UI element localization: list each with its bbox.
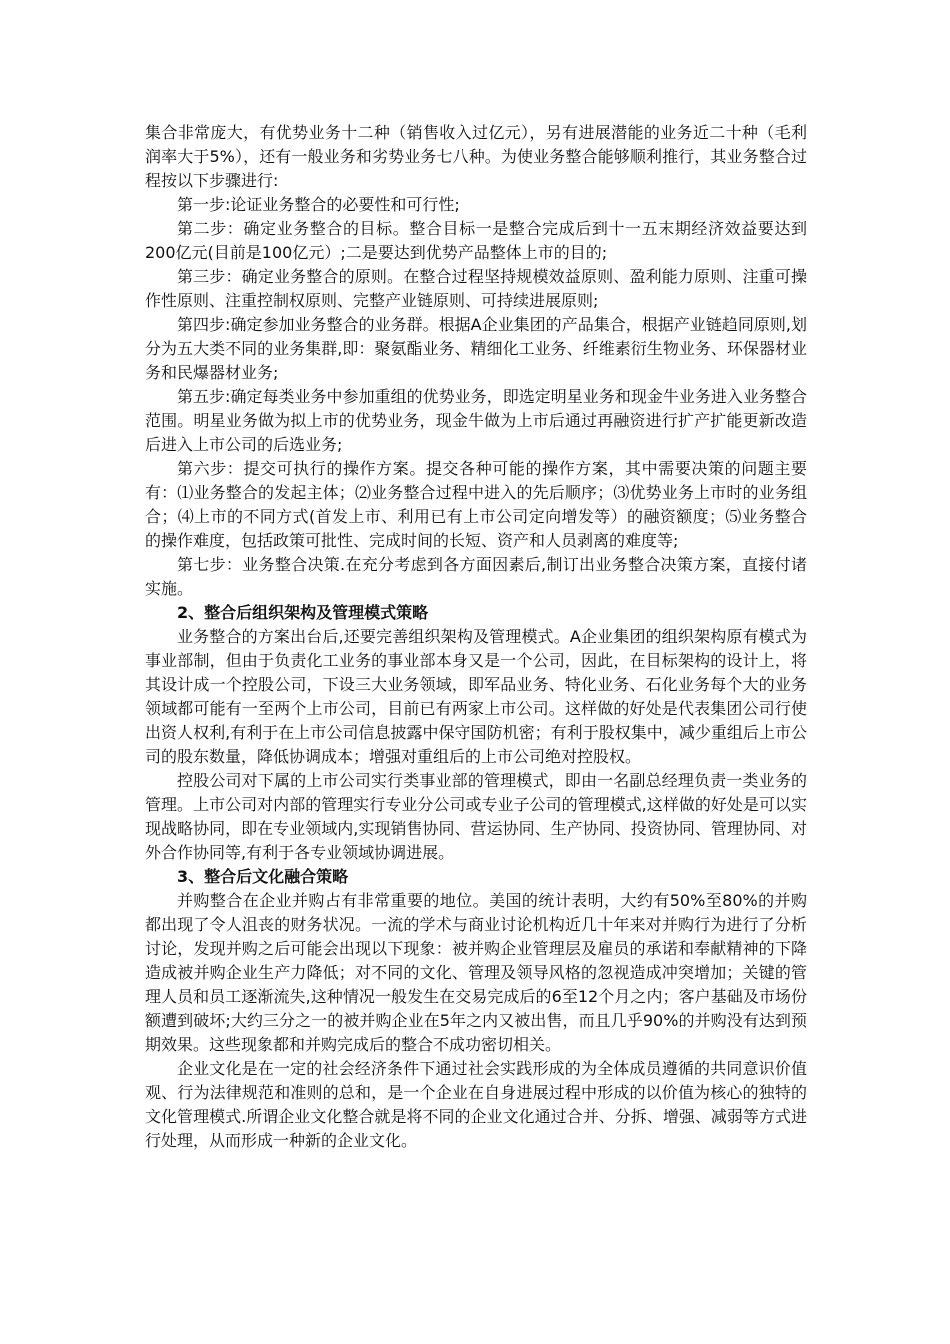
paragraph-step-6: 第六步：提交可执行的操作方案。提交各种可能的操作方案，其中需要决策的问题主要有：⑴业务整合的发起主体；⑵业务整合过程中进入的先后顺序；⑶优势业务上市时的业务组合；⑷上市的不同方式(首发上市、利用已有上市公司定向增发等）的融资额度；⑸业务整合的操作难度，包括政策可批性、完成时间的长短、资产和人员剥离的难度等;: [145, 459, 807, 550]
paragraph-step-2: 第二步：确定业务整合的目标。整合目标一是整合完成后到十一五末期经济效益要达到200亿元(目前是100亿元）;二是要达到优势产品整体上市的目的;: [145, 219, 807, 262]
section-heading-2: 2、整合后组织架构及管理模式策略: [177, 603, 429, 622]
paragraph-step-4: 第四步:确定参加业务整合的业务群。根据A企业集团的产品集合，根据产业链趋同原则,划分为五大类不同的业务集群,即：聚氨酯业务、精细化工业务、纤维素衍生物业务、环保器材业务和民爆器材业务;: [145, 315, 807, 382]
paragraph-corporate-culture: 企业文化是在一定的社会经济条件下通过社会实践形成的为全体成员遵循的共同意识价值观、行为法律规范和准则的总和，是一个企业在自身进展过程中形成的以价值为核心的独特的文化管理模式.所谓企业文化整合就是将不同的企业文化通过合并、分拆、增强、减弱等方式进行处理，从而形成一种新的企业文化。: [145, 1059, 807, 1150]
paragraph-step-5: 第五步:确定每类业务中参加重组的优势业务，即选定明星业务和现金牛业务进入业务整合范围。明星业务做为拟上市的优势业务，现金牛做为上市后通过再融资进行扩产扩能更新改造后进入上市公司的后选业务;: [145, 387, 807, 454]
paragraph-step-1: 第一步:论证业务整合的必要性和可行性;: [177, 195, 460, 214]
paragraph-merger-integration: 并购整合在企业并购占有非常重要的地位。美国的统计表明，大约有50%至80%的并购都出现了令人沮丧的财务状况。一流的学术与商业讨论机构近几十年来对并购行为进行了分析讨论，发现并购之后可能会出现以下现象：被并购企业管理层及雇员的承诺和奉献精神的下降造成被并购企业生产力降低；对不同的文化、管理及领导风格的忽视造成冲突增加；关键的管理人员和员工逐渐流失,这种情况一般发生在交易完成后的6至12个月之内；客户基础及市场份额遭到破坏;大约三分之一的被并购企业在5年之内又被出售，而且几乎90%的并购没有达到预期效果。这些现象都和并购完成后的整合不成功密切相关。: [145, 891, 807, 1054]
paragraph-intro: 集合非常庞大，有优势业务十二种（销售收入过亿元），另有进展潜能的业务近二十种（毛利润率大于5%），还有一般业务和劣势业务七八种。为使业务整合能够顺利推行，其业务整合过程按以下步骤进行:: [145, 123, 807, 190]
paragraph-management-mode: 控股公司对下属的上市公司实行类事业部的管理模式，即由一名副总经理负责一类业务的管理。上市公司对内部的管理实行专业分公司或专业子公司的管理模式,这样做的好处是可以实现战略协同，即在专业领域内,实现销售协同、营运协同、生产协同、投资协同、管理协同、对外合作协同等,有利于各专业领域协调进展。: [145, 771, 807, 862]
document-body: [145, 121, 807, 1153]
paragraph-org-structure: 业务整合的方案出台后,还要完善组织架构及管理模式。A企业集团的组织架构原有模式为事业部制，但由于负责化工业务的事业部本身又是一个公司，因此，在目标架构的设计上，将其设计成一个控股公司，下设三大业务领域，即军品业务、特化业务、石化业务每个大的业务领域都可能有一至两个上市公司，目前已有两家上市公司。这样做的好处是代表集团公司行使出资人权利,有利于在上市公司信息披露中保守国防机密；有利于股权集中，减少重组后上市公司的股东数量，降低协调成本；增强对重组后的上市公司绝对控股权。: [145, 627, 807, 766]
paragraph-step-7: 第七步：业务整合决策.在充分考虑到各方面因素后,制订出业务整合决策方案，直接付诸实施。: [145, 555, 807, 598]
section-heading-3: 3、整合后文化融合策略: [177, 867, 349, 886]
paragraph-step-3: 第三步：确定业务整合的原则。在整合过程坚持规模效益原则、盈利能力原则、注重可操作性原则、注重控制权原则、完整产业链原则、可持续进展原则;: [145, 267, 807, 310]
